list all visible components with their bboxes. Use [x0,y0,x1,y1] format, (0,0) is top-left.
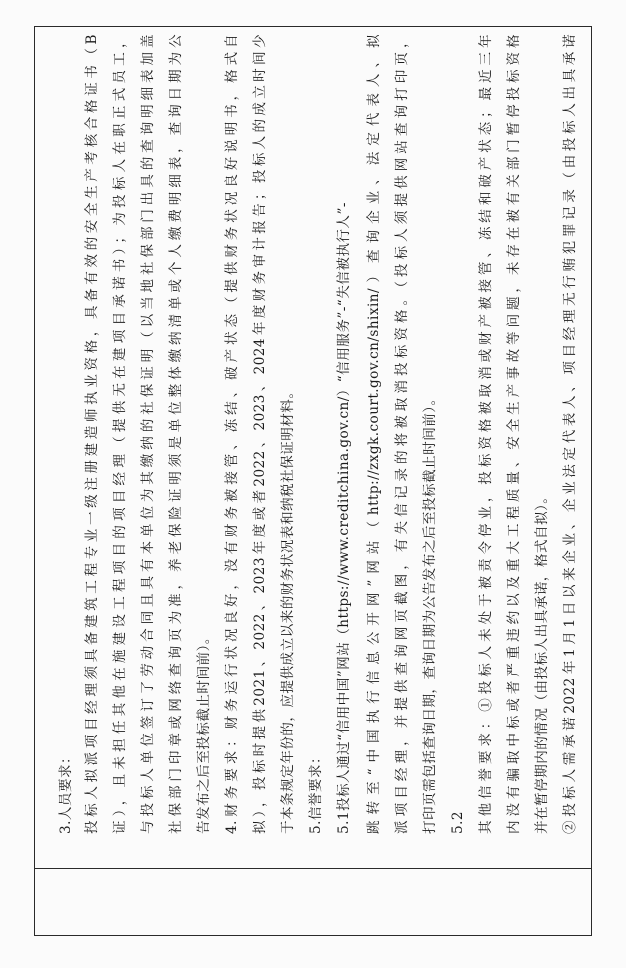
doc-line-9: 于本条规定年份的，应提供成立以来的财务状况表和纳税社保证明材料。 [280,384,296,834]
doc-line-19: ②投标人需承诺2022年1月1日以来企业、企业法定代表人、项目经理无行贿犯罪记录（由投标人出具承诺 [562,34,578,834]
table-divider-line [35,868,591,869]
doc-line-8: 拟），投标时提供2021、2022、2023年度或者2022、2023、2024年度财务审计报告；投标人的成立时间少 [252,34,268,834]
doc-line-12: 跳转至“中国执行信息公开网”网站（http://zxgk.court.gov.cn/shixin/）查询企业、法定代表人、拟 [366,34,382,834]
doc-line-7: 4.财务要求：财务运行状况良好，没有财务被接管、冻结、破产状态（提供财务状况良好说明书，格式自 [224,34,240,834]
doc-line-10: 5.信誉要求： [308,749,324,834]
doc-line-3: 证），且未担任其他在施建设工程项目的项目经理（提供无在建项目承诺书）；为投标人在职正式员工， [112,34,128,834]
rotated-document-body [46,29,581,834]
doc-line-6: 告发布之后至投标截止时间前）。 [196,630,212,834]
doc-line-18: 并在暂停期内的情况（由投标人出具承诺，格式自拟）。 [534,489,550,834]
doc-line-1: 3.人员要求： [58,749,74,834]
doc-line-11: 5.1投标人通过“信用中国”网站（https://www.creditchina.gov.cn/）“信用服务”-“失信被执行人”- [336,202,352,834]
doc-line-14: 打印页需包括查询日期，查询日期为公告发布之后至投标截止时间前）。 [422,391,438,834]
doc-line-2: 投标人拟派项目经理须具备建筑工程专业一级注册建造师执业资格，具备有效的安全生产考核合格证书（B [84,34,100,834]
doc-line-5: 社保部门印章或网络查询页为准，养老保险证明须是单位整体缴纳清单或个人缴费明细表，查询日期为公 [168,34,184,834]
doc-line-13: 派项目经理，并提供查询网页截图，有失信记录的将被取消投标资格。（投标人须提供网站查询打印页， [394,34,410,834]
doc-line-17: 内没有骗取中标或者严重违约以及重大工程质量、安全生产事故等问题，未存在被有关部门暂停投标资格 [506,34,522,834]
doc-line-4: 与投标人单位签订了劳动合同且具有本单位为其缴纳的社保证明（以当地社保部门出具的查询明细表加盖 [140,34,156,834]
doc-line-16: 其他信誉要求：①投标人未处于被责令停业，投标资格被取消或财产被接管、冻结和破产状态；最近三年 [478,34,494,834]
doc-line-15: 5.2 [450,811,466,834]
